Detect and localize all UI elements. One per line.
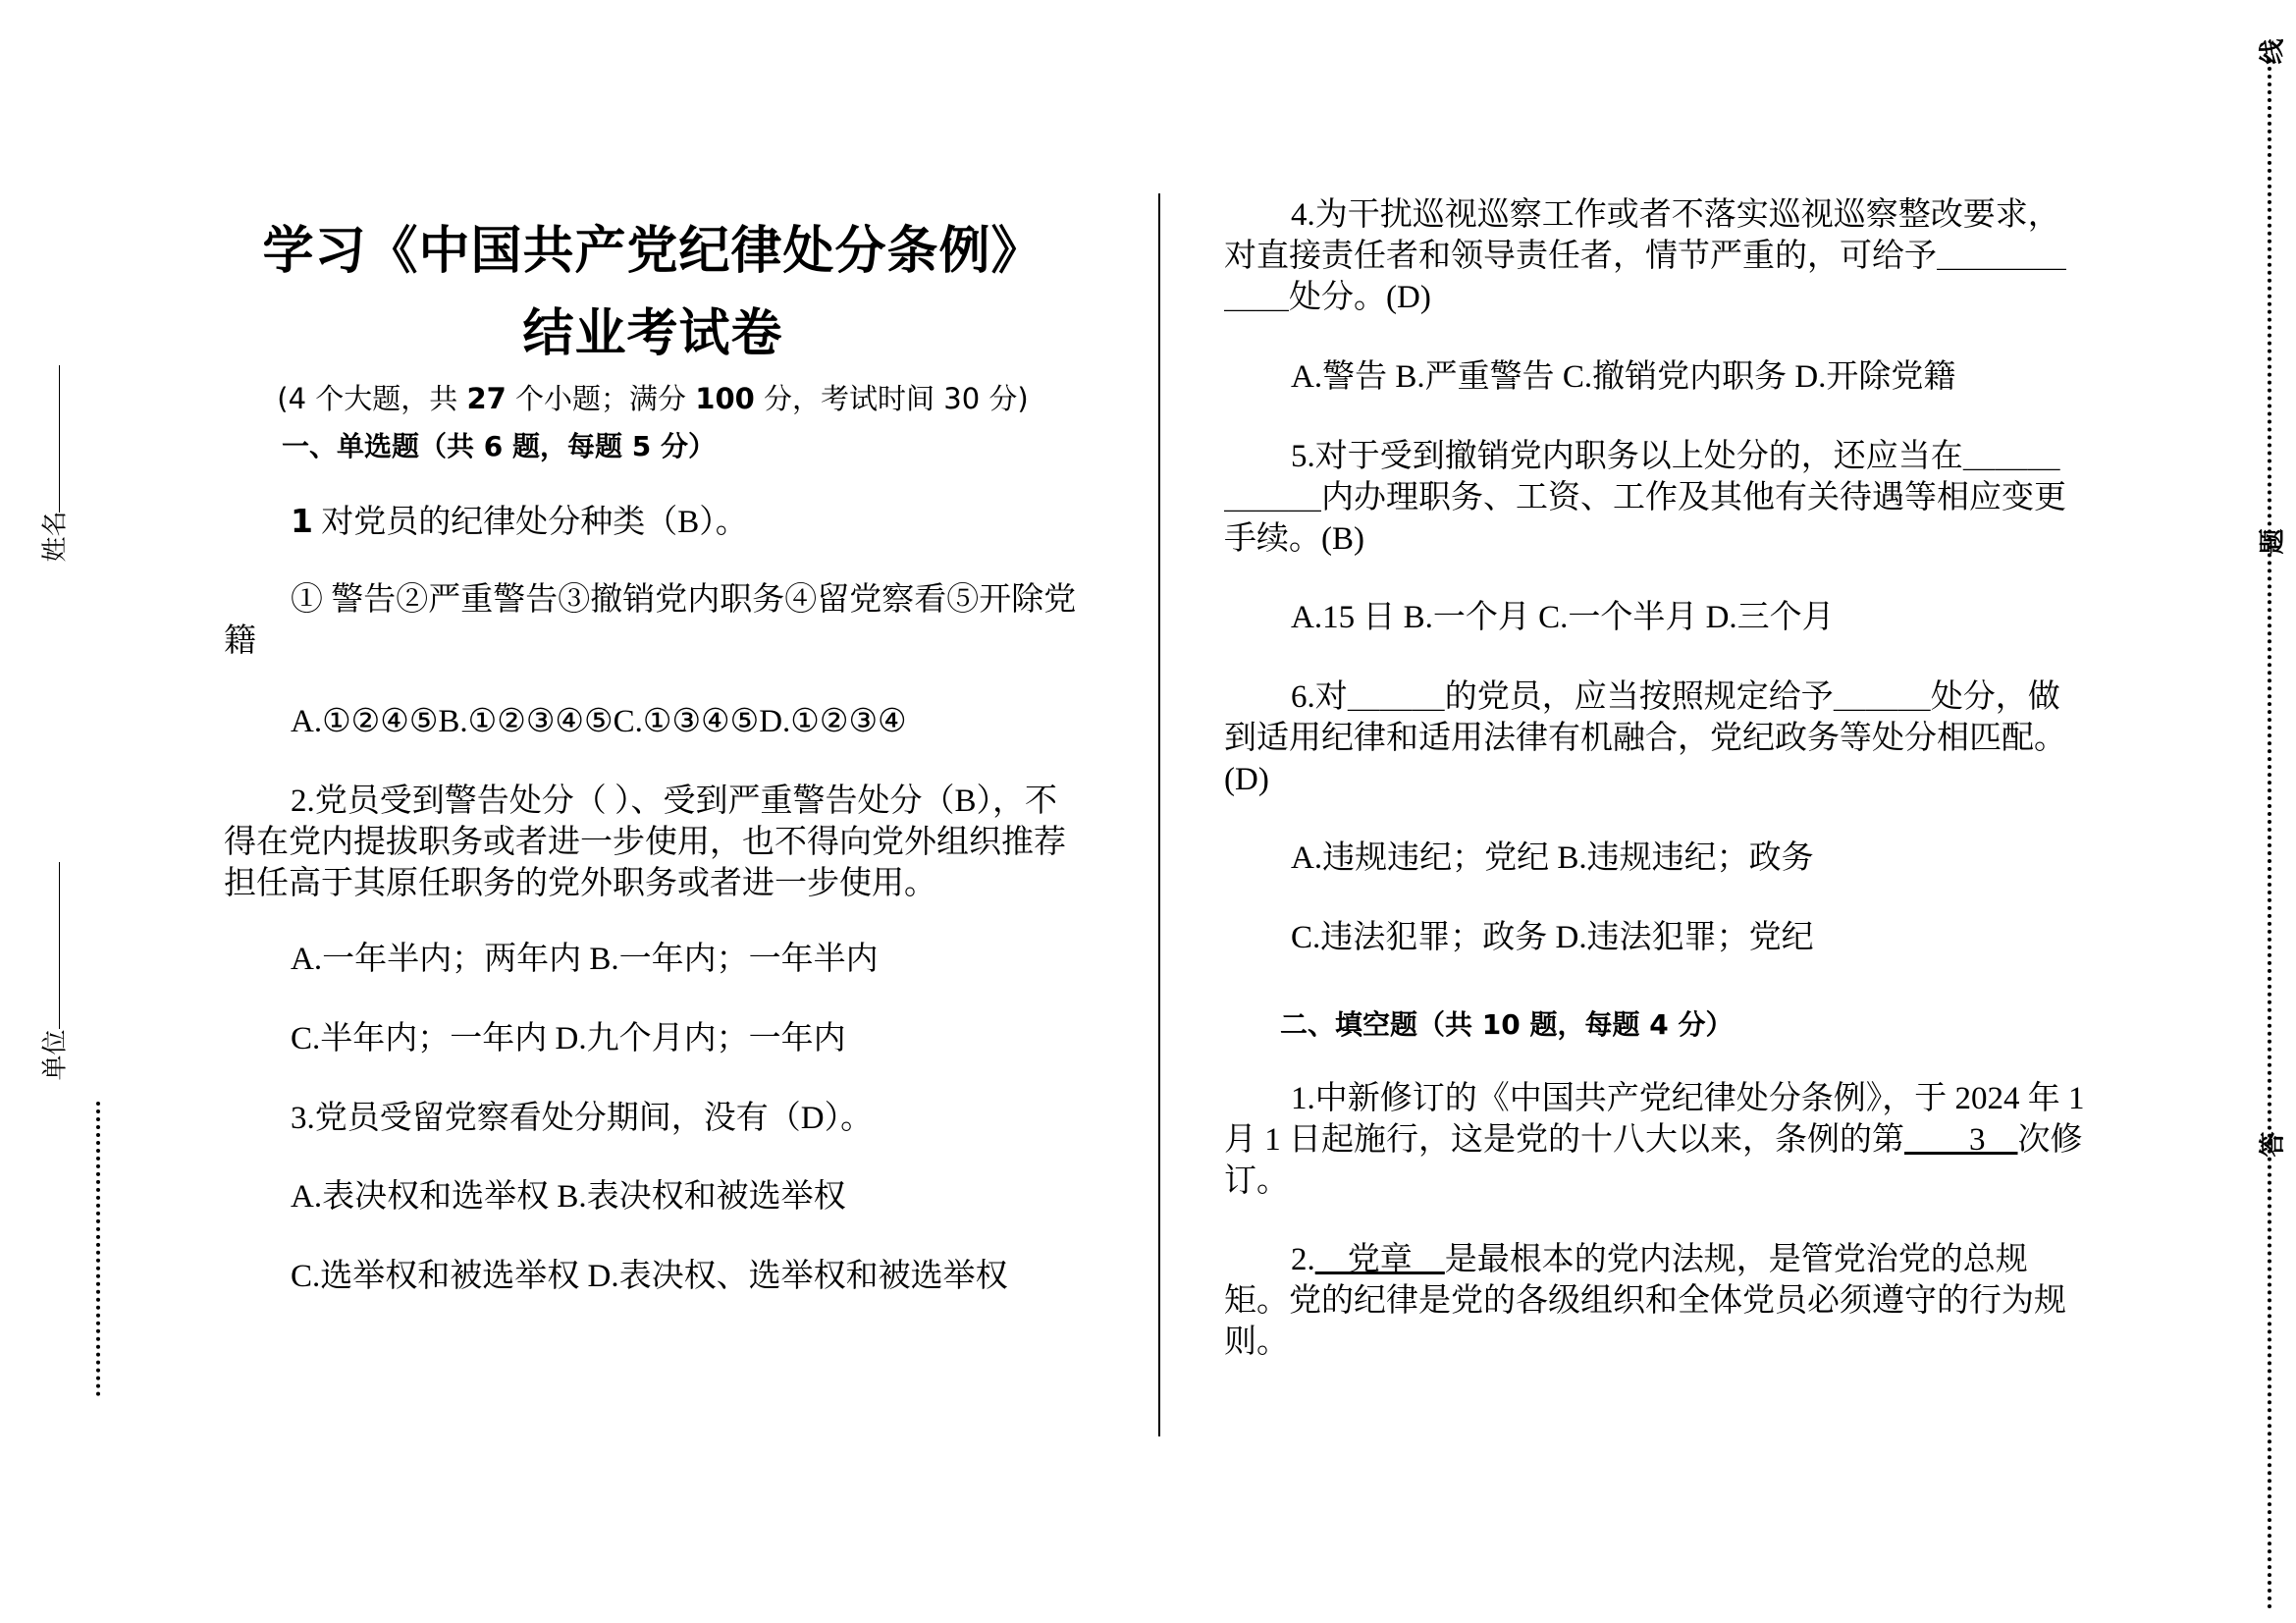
q2-options-c: C.半年内；一年内 D.九个月内；一年内 [291, 1021, 846, 1056]
q5-stem: 5.对于受到撤销党内职务以上处分的，还应当在＿＿＿＿＿＿内办理职务、工资、工作及其他有关待遇等相应变更手续。(B) [1224, 439, 2066, 557]
section2-heading: 二、填空题（共 10 题，每题 4 分） [1280, 1008, 1734, 1041]
q1-options: A.①②④⑤B.①②③④⑤C.①③④⑤D.①②③④ [291, 704, 907, 739]
question-count: 27 [466, 382, 507, 415]
q4-options: A.警告 B.严重警告 C.撤销党内职务 D.开除党籍 [1291, 359, 1956, 395]
q4-stem: 4.为干扰巡视巡察工作或者不落实巡视巡察整改要求，对直接责任者和领导责任者，情节严重的，可给予＿＿＿＿＿＿处分。(D) [1224, 197, 2066, 315]
exam-title-line2: 结业考试卷 [522, 304, 783, 363]
name-label: 姓名 [40, 511, 71, 563]
q1-stem: 1 对党员的纪律处分种类（B）。 [291, 502, 748, 540]
fill-q1-answer: ＿＿3＿ [1904, 1122, 2018, 1158]
q3-options-c: C.选举权和被选举权 D.表决权、选举权和被选举权 [291, 1259, 1008, 1294]
exam-subtitle: (4 个大题，共 27 个小题；满分 100 分，考试时间 30 分) [277, 382, 1029, 415]
q2-options-a: A.一年半内；两年内 B.一年内；一年半内 [291, 942, 879, 977]
fill-q2: 2.＿党章＿是最根本的党内法规，是管党治党的总规矩。党的纪律是党的各级组织和全体党员必须遵守的行为规则。 [1224, 1242, 2066, 1360]
q5-options: A.15 日 B.一个月 C.一个半月 D.三个月 [1291, 600, 1835, 635]
seal-char-xian: 线 [2258, 38, 2288, 65]
q3-stem: 3.党员受留党察看处分期间，没有（D）。 [291, 1101, 874, 1136]
q6-stem: 6.对＿＿＿的党员，应当按照规定给予＿＿＿处分，做到适用纪律和适用法律有机融合，党纪政务等处分相匹配。(D) [1224, 679, 2066, 797]
unit-blank-line [59, 862, 60, 1029]
q6-options-c: C.违法犯罪；政务 D.违法犯罪；党纪 [1291, 920, 1814, 955]
column-divider [1158, 193, 1160, 1436]
q6-options-a: A.违规违纪；党纪 B.违规违纪；政务 [1291, 840, 1814, 876]
q1-extra: ① 警告②严重警告③撤销党内职务④留党察看⑤开除党籍 [224, 582, 1077, 659]
seal-char-ti: 题 [2258, 528, 2288, 555]
binding-dotted-line-right [2268, 59, 2271, 1610]
exam-title-line1: 学习《中国共产党纪律处分条例》 [262, 222, 1043, 281]
fill-q2-answer: ＿党章＿ [1314, 1242, 1445, 1277]
binding-dotted-line-left [96, 1102, 100, 1396]
fill-q1: 1.中新修订的《中国共产党纪律处分条例》，于 2024 年 1 月 1 日起施行，这是党的十八大以来，条例的第＿＿3＿次修订。 [1224, 1081, 2085, 1199]
unit-label: 单位 [40, 1029, 71, 1081]
total-score: 100 [695, 382, 755, 415]
name-blank-line [59, 365, 60, 513]
seal-char-da: 答 [2258, 1131, 2288, 1158]
q2-stem: 2.党员受到警告处分（ ）、受到严重警告处分（B），不得在党内提拔职务或者进一步使用，也不得向党外组织推荐担任高于其原任职务的党外职务或者进一步使用。 [224, 784, 1066, 901]
section1-heading: 一、单选题（共 6 题，每题 5 分） [282, 430, 716, 462]
q3-options-a: A.表决权和选举权 B.表决权和被选举权 [291, 1179, 846, 1215]
